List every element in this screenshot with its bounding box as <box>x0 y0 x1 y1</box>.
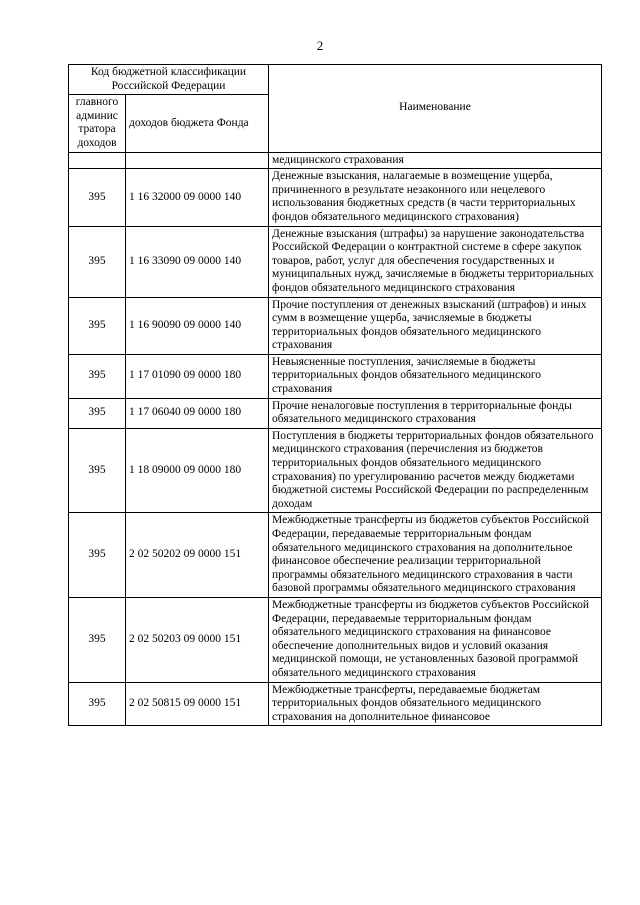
revenue-name-cell: Прочие неналоговые поступления в территориальные фонды обязательного медицинского страхования <box>269 398 602 428</box>
admin-code-cell: 395 <box>69 428 126 513</box>
admin-code-cell: 395 <box>69 398 126 428</box>
admin-code-cell: 395 <box>69 513 126 598</box>
revenue-code-cell: 1 17 01090 09 0000 180 <box>126 354 269 398</box>
table-row <box>69 597 602 682</box>
admin-code-cell: 395 <box>69 297 126 354</box>
table-row <box>69 226 602 297</box>
revenue-code-cell: 2 02 50202 09 0000 151 <box>126 513 269 598</box>
table-row <box>69 428 602 513</box>
revenue-code-cell: 1 16 32000 09 0000 140 <box>126 169 269 226</box>
revenue-name-cell: Денежные взыскания (штрафы) за нарушение законодательства Российской Федерации о контрактной системе в сфере закупок товаров, работ, услуг для обеспечения государственных и муниципальных нужд, зачисляемые в бюджеты территориальных фондов обязательного медицинского страхования <box>269 226 602 297</box>
revenue-code-cell: 1 17 06040 09 0000 180 <box>126 398 269 428</box>
revenue-name-cell: Поступления в бюджеты территориальных фондов обязательного медицинского страхования (перечисления из бюджетов территориальных фондов обязательного медицинского страхования) по урегулированию расчетов между бюджетами бюджетной системы Российской Федерации по распределенным доходам <box>269 428 602 513</box>
revenue-code-cell: 1 18 09000 09 0000 180 <box>126 428 269 513</box>
admin-code-cell <box>69 152 126 169</box>
table-row <box>69 513 602 598</box>
revenue-code-cell: 1 16 33090 09 0000 140 <box>126 226 269 297</box>
revenue-code-cell: 2 02 50203 09 0000 151 <box>126 597 269 682</box>
table-row <box>69 354 602 398</box>
revenue-name-cell: Прочие поступления от денежных взысканий (штрафов) и иных сумм в возмещение ущерба, зачисляемые в бюджеты территориальных фондов обязательного медицинского страхования <box>269 297 602 354</box>
table-row <box>69 297 602 354</box>
header-classification-code: Код бюджетной классификации Российской Федерации <box>69 65 269 95</box>
revenue-name-cell: Денежные взыскания, налагаемые в возмещение ущерба, причиненного в результате незаконного или нецелевого использования бюджетных средств (в части территориальных фондов обязательного медицинского страхования) <box>269 169 602 226</box>
admin-code-cell: 395 <box>69 354 126 398</box>
table-row <box>69 169 602 226</box>
header-administrator: главного админис тратора доходов <box>69 95 126 152</box>
admin-code-cell: 395 <box>69 169 126 226</box>
admin-code-cell: 395 <box>69 597 126 682</box>
budget-classification-table <box>68 64 602 726</box>
revenue-code-cell: 1 16 90090 09 0000 140 <box>126 297 269 354</box>
revenue-code-cell: 2 02 50815 09 0000 151 <box>126 682 269 726</box>
table-body <box>69 152 602 726</box>
header-name: Наименование <box>269 65 602 153</box>
revenue-name-cell: Межбюджетные трансферты из бюджетов субъектов Российской Федерации, передаваемые территориальным фондам обязательного медицинского страхования на дополнительное финансовое обеспечение реализации территориальной программы обязательного медицинского страхования в части базовой программы обязательного медицинского страхования <box>269 513 602 598</box>
revenue-name-cell: медицинского страхования <box>269 152 602 169</box>
table-row <box>69 152 602 169</box>
admin-code-cell: 395 <box>69 682 126 726</box>
page-number: 2 <box>316 38 324 53</box>
admin-code-cell: 395 <box>69 226 126 297</box>
revenue-code-cell <box>126 152 269 169</box>
revenue-name-cell: Невыясненные поступления, зачисляемые в бюджеты территориальных фондов обязательного медицинского страхования <box>269 354 602 398</box>
revenue-name-cell: Межбюджетные трансферты из бюджетов субъектов Российской Федерации, передаваемые территориальным фондам обязательного медицинского страхования на финансовое обеспечение дополнительных видов и условий оказания медицинской помощи, не установленных базовой программой обязательного медицинского страхования <box>269 597 602 682</box>
revenue-name-cell: Межбюджетные трансферты, передаваемые бюджетам территориальных фондов обязательного медицинского страхования на дополнительное финансовое <box>269 682 602 726</box>
table-row <box>69 398 602 428</box>
header-fund-revenue: доходов бюджета Фонда <box>126 95 269 152</box>
table-row <box>69 682 602 726</box>
